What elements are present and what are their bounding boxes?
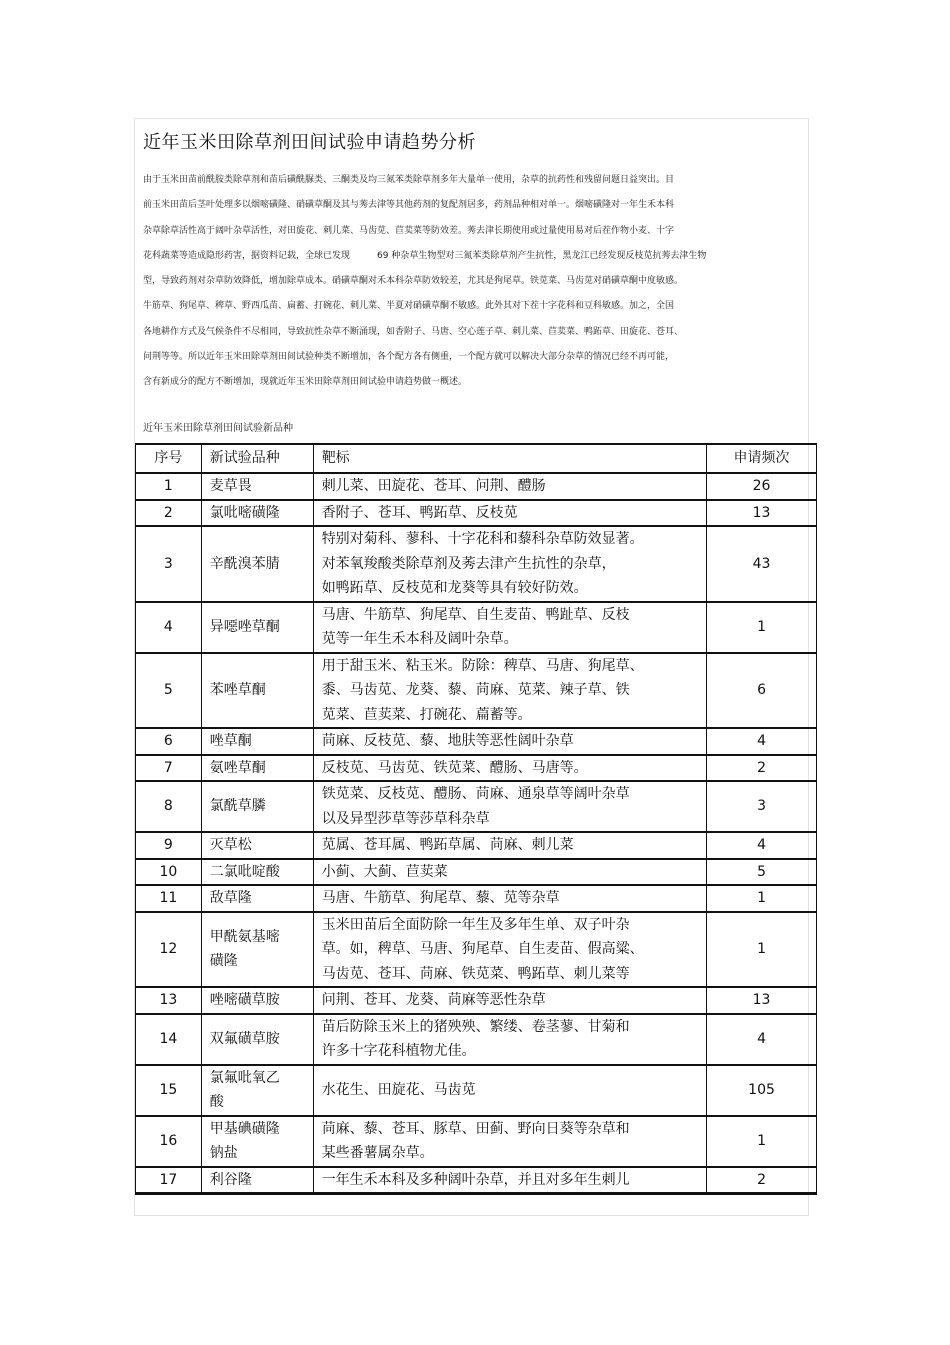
cell-name bbox=[201, 885, 313, 912]
cell-no: 7 bbox=[136, 755, 202, 782]
intro-line: 含有新成分的配方不断增加，现就近年玉米田除草剂田间试验申请趋势做一概述。 bbox=[143, 377, 468, 388]
intro-line: 型，导致药剂对杂草防效降低，增加除草成本。硝磺草酮对禾本科杂草防效较差，尤其是狗尾草。铁苋菜、马齿苋对硝磺草酮中度敏感。 bbox=[143, 276, 684, 287]
cell-target bbox=[313, 500, 706, 527]
cell-no: 6 bbox=[136, 728, 202, 755]
cell-target-line: 对苯氧羧酸类除草剂及莠去津产生抗性的杂草， bbox=[321, 555, 616, 572]
cell-target bbox=[313, 1167, 706, 1194]
cell-name bbox=[201, 653, 313, 729]
cell-no: 1 bbox=[136, 473, 202, 500]
table-row bbox=[136, 602, 817, 653]
cell-freq: 1 bbox=[707, 1116, 817, 1167]
cell-name-line: 灭草松 bbox=[209, 837, 252, 853]
cell-no: 12 bbox=[136, 912, 202, 988]
header-freq: 申请频次 bbox=[707, 444, 817, 473]
cell-target-line: 玉米田苗后全面防除一年生及多年生单、双子叶杂 bbox=[321, 916, 630, 933]
cell-target bbox=[313, 755, 706, 782]
cell-target-line: 如鸭跖草、反枝苋和龙葵等具有较好防效。 bbox=[321, 580, 588, 596]
cell-freq: 43 bbox=[707, 526, 817, 602]
cell-target-line: 苗后防除玉米上的猪殃殃、繁缕、卷茎蓼、甘菊和 bbox=[321, 1018, 630, 1035]
cell-name-line: 苯唑草酮 bbox=[209, 682, 266, 698]
table-row bbox=[136, 755, 817, 782]
cell-target-line: 某些番薯属杂草。 bbox=[321, 1145, 434, 1161]
cell-target bbox=[313, 473, 706, 500]
cell-freq: 1 bbox=[707, 912, 817, 988]
cell-name-line: 甲基碘磺隆 bbox=[209, 1120, 280, 1137]
table-row bbox=[136, 987, 817, 1014]
cell-name-line: 甲酰氨基嘧 bbox=[209, 928, 280, 945]
cell-target-line: 反枝苋、马齿苋、铁苋菜、醴肠、马唐等。 bbox=[321, 759, 588, 776]
cell-name bbox=[201, 987, 313, 1014]
table-row bbox=[136, 1167, 817, 1194]
cell-target-line: 一年生禾本科及多种阔叶杂草，并且对多年生刺儿 bbox=[321, 1171, 630, 1188]
header-name: 新试验品种 bbox=[201, 444, 313, 473]
cell-freq: 2 bbox=[707, 755, 817, 782]
intro-line: 花科蔬菜等造成隐形药害，据资料记载，全球已发现 69 种杂草生物型对三氮苯类除草剂产生抗性，黑龙江已经发现反枝苋抗莠去津生物 bbox=[143, 250, 707, 261]
cell-freq: 26 bbox=[707, 473, 817, 500]
cell-target-line: 马齿苋、苍耳、苘麻、铁苋菜、鸭跖草、刺儿菜等 bbox=[321, 965, 630, 982]
cell-target-line: 苋菜、苣荬菜、打碗花、萹蓄等。 bbox=[321, 706, 532, 723]
cell-name bbox=[201, 832, 313, 859]
table-row bbox=[136, 832, 817, 859]
cell-target-line: 以及异型莎草等莎草科杂草 bbox=[321, 810, 490, 827]
cell-name-line: 磺隆 bbox=[209, 953, 238, 970]
cell-freq: 1 bbox=[707, 602, 817, 653]
cell-name bbox=[201, 526, 313, 602]
cell-name bbox=[201, 1167, 313, 1194]
cell-name-line: 双氟磺草胺 bbox=[209, 1030, 280, 1047]
cell-target-line: 刺儿菜、田旋花、苍耳、问荆、醴肠 bbox=[321, 478, 546, 494]
intro-paragraph bbox=[143, 168, 783, 396]
intro-line: 由于玉米田苗前酰胺类除草剂和苗后磺酰脲类、三酮类及均三氮苯类除草剂多年大量单一使用，杂草的抗药性和残留问题日益突出。目 bbox=[143, 175, 675, 185]
cell-target bbox=[313, 728, 706, 755]
intro-line: 牛筋草、狗尾草、稗草、野西瓜苗、扁蓄、打碗花、刺儿菜、半夏对硝磺草酮不敏感。此外其对下茬十字花科和豆科敏感。加之，全国 bbox=[143, 301, 675, 312]
cell-name-line: 异噁唑草酮 bbox=[209, 618, 280, 635]
cell-name-line: 敌草隆 bbox=[209, 890, 252, 906]
cell-freq: 3 bbox=[707, 781, 817, 832]
cell-target-line: 水花生、田旋花、马齿苋 bbox=[321, 1081, 476, 1098]
cell-name bbox=[201, 1116, 313, 1167]
cell-name-line: 利谷隆 bbox=[209, 1171, 252, 1188]
cell-target bbox=[313, 526, 706, 602]
cell-target-line: 问荆、苍耳、龙葵、苘麻等恶性杂草 bbox=[321, 992, 546, 1008]
table-row bbox=[136, 859, 817, 886]
table-row bbox=[136, 500, 817, 527]
cell-target-line: 马唐、牛筋草、狗尾草、自生麦苗、鸭趾草、反枝 bbox=[321, 606, 630, 623]
cell-name bbox=[201, 500, 313, 527]
cell-target bbox=[313, 987, 706, 1014]
cell-target-line: 苘麻、藜、苍耳、豚草、田蓟、野向日葵等杂草和 bbox=[321, 1120, 630, 1137]
cell-name-line: 二氯吡啶酸 bbox=[209, 863, 280, 880]
document-title: 近年玉米田除草剂田间试验申请趋势分析 bbox=[143, 132, 476, 153]
header-target: 靶标 bbox=[313, 444, 706, 473]
cell-no: 11 bbox=[136, 885, 202, 912]
cell-name bbox=[201, 912, 313, 988]
table-row bbox=[136, 728, 817, 755]
cell-freq: 13 bbox=[707, 987, 817, 1014]
intro-line: 前玉米田苗后茎叶处理多以烟嘧磺隆、硝磺草酮及其与莠去津等其他药剂的复配剂居多，药剂品种相对单一。烟嘧磺隆对一年生禾本科 bbox=[143, 200, 675, 211]
table-row bbox=[136, 526, 817, 602]
cell-target bbox=[313, 781, 706, 832]
cell-name bbox=[201, 473, 313, 500]
cell-name bbox=[201, 859, 313, 886]
cell-target-line: 苋属、苍耳属、鸭跖草属、苘麻、刺儿菜 bbox=[321, 837, 574, 853]
cell-freq: 6 bbox=[707, 653, 817, 729]
cell-target-line: 用于甜玉米、粘玉米。防除：稗草、马唐、狗尾草、 bbox=[321, 657, 644, 674]
cell-name-line: 酸 bbox=[209, 1094, 224, 1110]
cell-target bbox=[313, 653, 706, 729]
cell-target bbox=[313, 859, 706, 886]
cell-freq: 105 bbox=[707, 1065, 817, 1116]
table-row bbox=[136, 1116, 817, 1167]
cell-freq: 13 bbox=[707, 500, 817, 527]
cell-target-line: 黍、马齿苋、龙葵、藜、苘麻、苋菜、辣子草、铁 bbox=[321, 682, 630, 698]
header-no: 序号 bbox=[136, 444, 202, 473]
cell-freq: 4 bbox=[707, 832, 817, 859]
cell-target bbox=[313, 1116, 706, 1167]
cell-name-line: 氨唑草酮 bbox=[209, 759, 266, 776]
cell-freq: 4 bbox=[707, 728, 817, 755]
cell-name-line: 麦草畏 bbox=[209, 478, 252, 494]
cell-no: 10 bbox=[136, 859, 202, 886]
cell-no: 4 bbox=[136, 602, 202, 653]
cell-no: 16 bbox=[136, 1116, 202, 1167]
intro-line: 杂草除草活性高于阔叶杂草活性，对田旋花、刺儿菜、马齿苋、苣荬菜等防效差。莠去津长期使用或过量使用易对后茬作物小麦、十字 bbox=[143, 225, 675, 236]
cell-freq: 1 bbox=[707, 885, 817, 912]
cell-target bbox=[313, 912, 706, 988]
cell-name-line: 辛酰溴苯腈 bbox=[209, 555, 280, 572]
cell-name-line: 钠盐 bbox=[209, 1145, 238, 1161]
cell-no: 3 bbox=[136, 526, 202, 602]
cell-name bbox=[201, 1014, 313, 1065]
table-row bbox=[136, 653, 817, 729]
cell-target-line: 苘麻、反枝苋、藜、地肤等恶性阔叶杂草 bbox=[321, 733, 574, 749]
cell-target bbox=[313, 602, 706, 653]
cell-freq: 4 bbox=[707, 1014, 817, 1065]
cell-name-line: 唑嘧磺草胺 bbox=[209, 992, 280, 1008]
table-caption: 近年玉米田除草剂田间试验新品种 bbox=[143, 423, 293, 434]
table-row bbox=[136, 473, 817, 500]
cell-target-line: 马唐、牛筋草、狗尾草、藜、苋等杂草 bbox=[321, 890, 560, 906]
cell-freq: 5 bbox=[707, 859, 817, 886]
cell-target bbox=[313, 885, 706, 912]
table-header-row bbox=[136, 444, 817, 473]
cell-target-line: 草。如，稗草、马唐、狗尾草、自生麦苗、假高粱、 bbox=[321, 941, 644, 957]
cell-name-line: 氯氟吡氧乙 bbox=[209, 1069, 280, 1086]
cell-no: 15 bbox=[136, 1065, 202, 1116]
intro-line: 各地耕作方式及气候条件不尽相同，导致抗性杂草不断涌现，如香附子、马唐、空心莲子草、刺儿菜、苣荬菜、鸭跖草、田旋花、苍耳、 bbox=[143, 326, 684, 337]
cell-name bbox=[201, 728, 313, 755]
cell-name-line: 氯吡嘧磺隆 bbox=[209, 504, 280, 521]
table-body bbox=[136, 473, 817, 1194]
cell-target bbox=[313, 1065, 706, 1116]
cell-target-line: 特别对菊科、蓼科、十字花科和藜科杂草防效显著。 bbox=[321, 531, 644, 547]
cell-no: 5 bbox=[136, 653, 202, 729]
cell-target-line: 小蓟、大蓟、苣荬菜 bbox=[321, 863, 448, 880]
table-row bbox=[136, 1014, 817, 1065]
cell-no: 14 bbox=[136, 1014, 202, 1065]
cell-target-line: 香附子、苍耳、鸭跖草、反枝苋 bbox=[321, 504, 518, 521]
cell-name-line: 唑草酮 bbox=[209, 733, 252, 749]
cell-target-line: 苋等一年生禾本科及阔叶杂草。 bbox=[321, 631, 518, 647]
cell-target bbox=[313, 832, 706, 859]
cell-target-line: 铁苋菜、反枝苋、醴肠、苘麻、通泉草等阔叶杂草 bbox=[321, 786, 630, 802]
table-row bbox=[136, 1065, 817, 1116]
cell-no: 8 bbox=[136, 781, 202, 832]
cell-freq: 2 bbox=[707, 1167, 817, 1194]
cell-name bbox=[201, 781, 313, 832]
cell-no: 2 bbox=[136, 500, 202, 527]
table-row bbox=[136, 912, 817, 988]
cell-name bbox=[201, 1065, 313, 1116]
cell-no: 17 bbox=[136, 1167, 202, 1194]
cell-target-line: 许多十字花科植物尤佳。 bbox=[321, 1043, 476, 1059]
table-row bbox=[136, 781, 817, 832]
varieties-table bbox=[135, 443, 817, 1195]
intro-line: 问荆等等。所以近年玉米田除草剂田间试验种类不断增加，各个配方各有侧重，一个配方就可以解决大部分杂草的情况已经不再可能， bbox=[143, 352, 675, 363]
cell-no: 13 bbox=[136, 987, 202, 1014]
cell-target bbox=[313, 1014, 706, 1065]
table-row bbox=[136, 885, 817, 912]
cell-name bbox=[201, 755, 313, 782]
cell-no: 9 bbox=[136, 832, 202, 859]
cell-name bbox=[201, 602, 313, 653]
cell-name-line: 氯酰草膦 bbox=[209, 798, 266, 815]
